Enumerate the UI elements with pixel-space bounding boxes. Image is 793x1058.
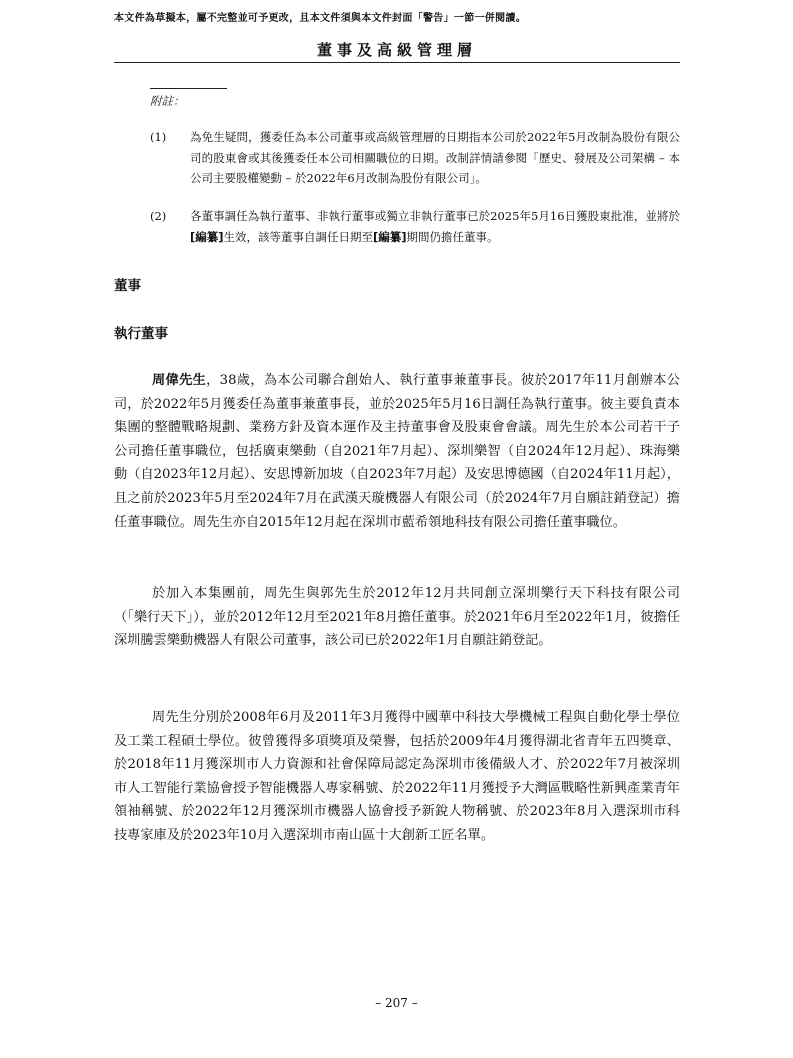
biography-paragraph-3: 周先生分別於2008年6月及2011年3月獲得中國華中科技大學機械工程與自動化學士學位及工業工程碩士學位。彼曾獲得多項獎項及榮譽，包括於2009年4月獲得湖北省青年五四獎章、於2018年11月獲深圳市人力資源和社會保障局認定為深圳市後備級人才、於2022年7月被深圳市人工智能行業協會授予智能機器人專家稱號、於2022年11月獲授予大灣區戰略性新興產業青年領袖稱號、於2022年12月獲深圳市機器人協會授予新銳人物稱號、於2023年8月入選深圳市科技專家庫及於2023年10月入選深圳市南山區十大創新工匠名單。 — [114, 710, 680, 843]
biography-paragraph-2: 於加入本集團前，周先生與郭先生於2012年12月共同創立深圳樂行天下科技有限公司（「樂行天下」），並於2012年12月至2021年8月擔任董事。於2021年6月至2022年1月，彼擔任深圳騰雲樂動機器人有限公司董事，該公司已於2022年1月自願註銷登記。 — [114, 586, 680, 649]
title-divider — [114, 62, 680, 63]
note-text: 為免生疑問，獲委任為本公司董事或高級管理層的日期指本公司於2022年5月改制為股份有限公司的股東會或其後獲委任本公司相關職位的日期。改制詳情請參閱「歷史、發展及公司架構 – 本公司主要股權變動 – 於2022年6月改制為股份有限公司」。 — [190, 130, 680, 185]
director-name: 周偉先生 — [152, 373, 207, 388]
note-text — [190, 206, 680, 247]
section-heading-directors: 董事 — [114, 278, 141, 294]
note-text-part: 各董事調任為執行董事、非執行董事或獨立非執行董事已於2025年5月16日獲股東批准，並將於 — [190, 209, 680, 223]
note-text-part: 期間仍擔任董事。 — [406, 229, 499, 244]
section-heading-executive-directors: 執行董事 — [114, 326, 168, 342]
note-1 — [150, 127, 680, 189]
paragraph-text: ，38歲，為本公司聯合創始人、執行董事兼董事長。彼於2017年11月創辦本公司，於2022年5月獲委任為董事兼董事長，並於2025年5月16日調任為執行董事。彼主要負責本集團的整體戰略規劃、業務方針及資本運作及主持董事會及股東會會議。周先生於本公司若干子公司擔任董事職位，包括廣東樂動（自2021年7月起）、深圳樂智（自2024年12月起）、珠海樂動（自2023年12月起）、安思博新加坡（自2023年7月起）及安思博德國（自2024年11月起），且之前於2023年5月至2024年7月在武漢天璇機器人有限公司（於2024年7月自願註銷登記）擔任董事職位。周先生亦自2015年12月起在深圳市藍希領地科技有限公司擔任董事職位。 — [114, 373, 680, 530]
note-text-part: 生效，該等董事自調任日期至 — [223, 229, 374, 244]
notes-divider — [150, 88, 227, 89]
note-2 — [150, 206, 680, 247]
note-number: (1) — [150, 130, 167, 144]
page-title: 董事及高級管理層 — [316, 41, 477, 59]
note-number: (2) — [150, 209, 167, 223]
page-number: – 207 – — [375, 996, 418, 1010]
redacted-placeholder: [編纂] — [373, 229, 407, 244]
biography-paragraph-1 — [114, 369, 680, 534]
notes-heading: 附註： — [150, 94, 185, 108]
redacted-placeholder: [編纂] — [190, 229, 224, 244]
draft-notice: 本文件為草擬本，屬不完整並可予更改，且本文件須與本文件封面「警告」一節一併閱讀。 — [114, 13, 526, 24]
